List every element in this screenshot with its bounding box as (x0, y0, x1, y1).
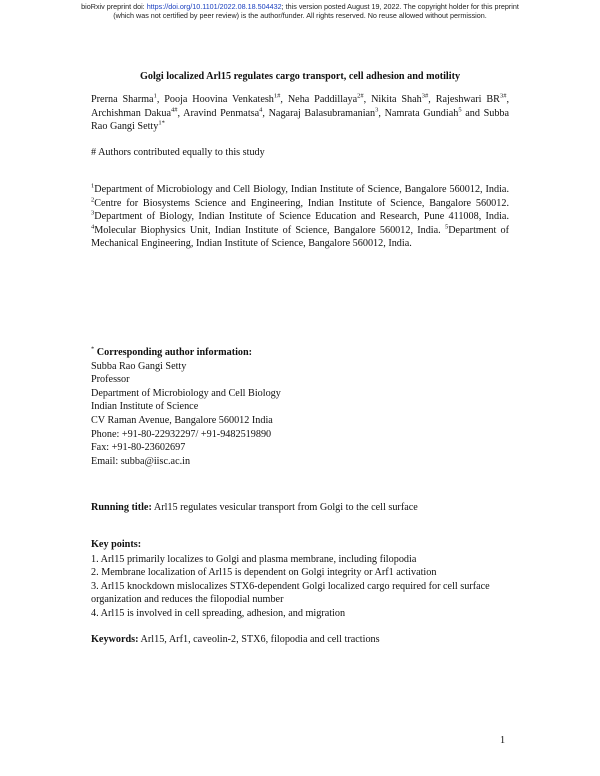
corr-line: Indian Institute of Science (91, 401, 199, 413)
author (269, 108, 379, 119)
author-affiliation-mark: 1# (273, 92, 281, 100)
author-name: Namrata Gundiah (384, 107, 459, 119)
affiliation-number: 4 (91, 223, 95, 231)
corr-line: Phone: +91-80-22932297/ +91-9482519890 (91, 428, 272, 440)
corr-line: Subba Rao Gangi Setty (91, 360, 187, 372)
corresponding-heading (91, 346, 509, 360)
corresponding-marker: * (91, 345, 95, 353)
author-name: Subba Rao Gangi Setty (91, 107, 510, 133)
keywords-text: Arl15, Arf1, caveolin-2, STX6, filopodia and cell tractions (138, 634, 380, 645)
author (91, 108, 178, 119)
affiliations (91, 183, 509, 251)
page-number: 1 (500, 735, 506, 746)
header-prefix: bioRxiv preprint doi: (81, 2, 147, 11)
author (183, 108, 262, 119)
author-name: Pooja Hoovina Venkatesh (164, 94, 274, 105)
running-title-text: Arl15 regulates vesicular transport from Golgi to the cell surface (151, 502, 418, 513)
author-affiliation-mark: 4# (171, 106, 178, 114)
keywords-label: Keywords: (91, 634, 139, 645)
author-affiliation-mark: 3# (499, 92, 507, 100)
affiliation-text: Molecular Biophysics Unit, Indian Institute of Science, Bangalore 560012, India. (94, 224, 445, 236)
author-affiliation-mark: 3 (375, 106, 379, 114)
author-affiliation-mark: 1* (158, 119, 165, 127)
key-points-heading: Key points: (91, 539, 142, 550)
author-name: Nikita Shah (371, 94, 422, 105)
corr-line: Professor (91, 374, 130, 386)
author (436, 94, 507, 105)
author (385, 108, 462, 119)
author-name: Aravind Penmatsa (183, 107, 260, 119)
header-line-1 (0, 2, 600, 11)
author (164, 94, 280, 105)
affiliation-text: Department of Biology, Indian Institute of Science Education and Research, Pune 411008, India. (94, 211, 509, 223)
author (91, 94, 157, 105)
key-points (91, 538, 509, 621)
running-title-label: Running title: (91, 502, 152, 513)
author-affiliation-mark: 3# (421, 92, 429, 100)
running-title (91, 501, 509, 515)
affiliation-text: Centre for Biosystems Science and Engineering, Indian Institute of Science, Bangalore 560012. (94, 197, 509, 209)
corresponding-author-block (91, 346, 509, 468)
corr-line: CV Raman Avenue, Bangalore 560012 India (91, 414, 273, 426)
author-affiliation-mark: 1 (153, 92, 157, 100)
author-name: Prerna Sharma (91, 94, 154, 105)
doi-link[interactable]: https://doi.org/10.1101/2022.08.18.504432 (146, 2, 282, 11)
header-suffix: ; this version posted August 19, 2022. The copyright holder for this preprint (281, 2, 519, 11)
affiliation-number: 1 (91, 182, 95, 190)
key-point-item: 4. Arl15 is involved in cell spreading, adhesion, and migration (91, 607, 346, 619)
header-line-2: (which was not certified by peer review) is the author/funder. All rights reserved. No reuse allowed without permission. (113, 11, 487, 20)
author (288, 94, 364, 105)
affiliation-text: Department of Mechanical Engineering, Indian Institute of Science, Bangalore 560012, India. (91, 224, 509, 250)
author-name: Neha Paddillaya (287, 94, 358, 105)
author-affiliation-mark: 2# (357, 92, 364, 100)
key-point-item: 3. Arl15 knockdown mislocalizes STX6-dependent Golgi localized cargo required for cell surface organization and reduces the filopodial number (91, 580, 490, 606)
corresponding-heading-text: Corresponding author information: (94, 347, 253, 358)
corr-email: Email: subba@iisc.ac.in (91, 455, 191, 467)
author-affiliation-mark: 5 (458, 106, 462, 114)
author-name: Rajeshwari BR (435, 94, 500, 105)
key-point-item: 1. Arl15 primarily localizes to Golgi and plasma membrane, including filopodia (91, 553, 417, 565)
corr-line: Department of Microbiology and Cell Biology (91, 387, 281, 399)
keywords (91, 633, 509, 647)
affiliation-number: 2 (91, 196, 95, 204)
affiliation-number: 5 (444, 223, 449, 231)
equal-contribution-note: # Authors contributed equally to this study (91, 147, 265, 158)
author-affiliation-mark: 4 (259, 106, 263, 114)
affiliation-number: 3 (91, 209, 95, 217)
paper-title: Golgi localized Arl15 regulates cargo transport, cell adhesion and motility (139, 71, 461, 82)
author-name: Archishman Dakua (91, 107, 171, 119)
preprint-header (0, 2, 600, 20)
key-point-item: 2. Membrane localization of Arl15 is dependent on Golgi integrity or Arf1 activation (91, 567, 437, 579)
author-name: Nagaraj Balasubramanian (268, 107, 376, 119)
affiliation-text: Department of Microbiology and Cell Biology, Indian Institute of Science, Bangalore 560012, India. (94, 184, 509, 195)
author (371, 94, 428, 105)
corr-line: Fax: +91-80-23602697 (91, 442, 186, 454)
author-list: Prerna Sharma$^1$, Pooja Hoovina Venkatesh$^{1\#}$, Neha Paddillaya$^{2\#}$, Nikita Shah$^{3\#}$, Rajeshwari $BR^{3\#}$, Archishman Dakua$^{4\#}$, Aravind Penmatsa$^4$, Nagaraj Balasubramanian$^3$, Namrata Gundiah$^5$ and Subba Rao Gangi Setty$^{1*}$ (91, 92, 510, 133)
